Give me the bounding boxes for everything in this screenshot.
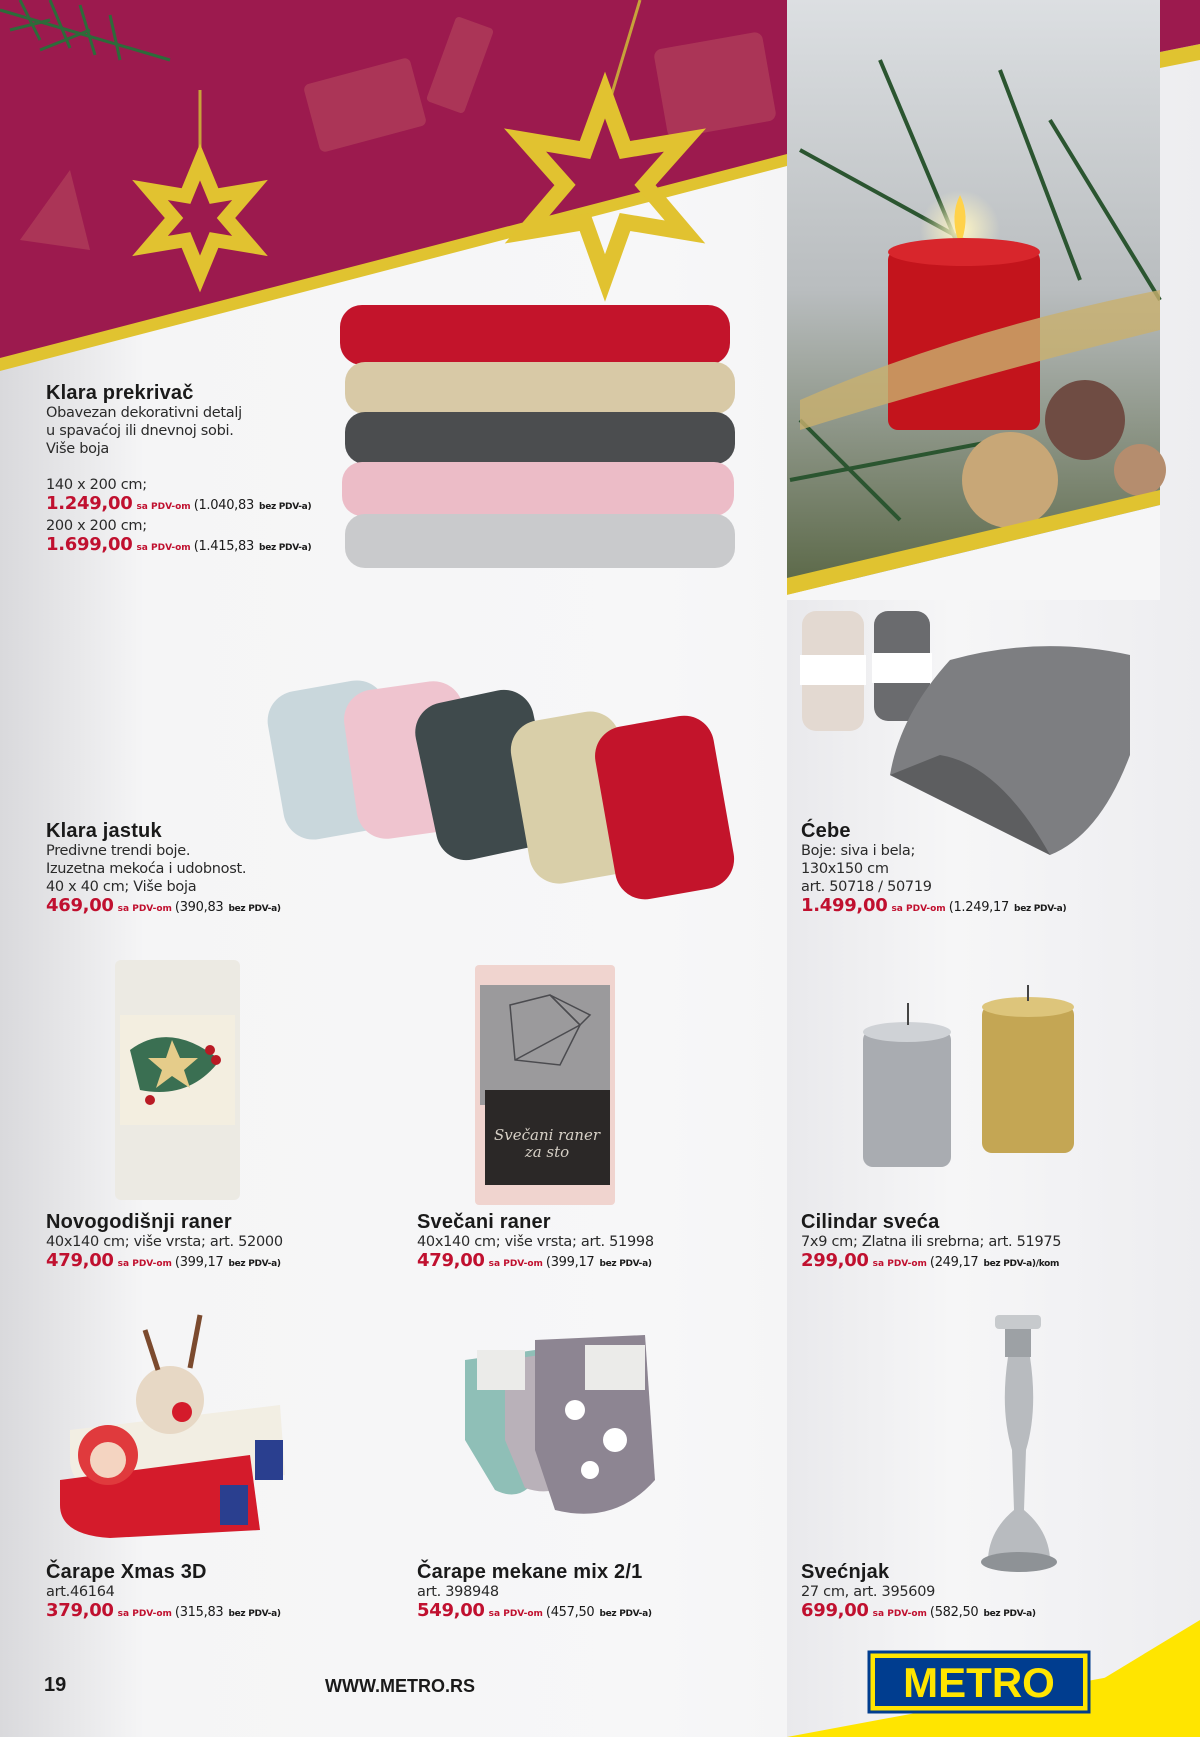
burgundy-corner: [1160, 0, 1200, 52]
throw-blanket-image: [800, 605, 1140, 855]
product-klara-blanket: [46, 382, 311, 558]
blanket-stack-image: [330, 300, 750, 580]
product-desc: 40 x 40 cm; Više boja: [46, 879, 197, 895]
net-price: (249,17: [929, 1255, 979, 1270]
product-cylinder-candle: [801, 1211, 1061, 1274]
vat-label: sa PDV-om: [872, 1609, 927, 1619]
price-row: [417, 1251, 654, 1274]
runner-package-line2: za sto: [524, 1143, 570, 1161]
net-price: (457,50: [545, 1605, 595, 1620]
product-desc: Predivne trendi boje.: [46, 843, 191, 859]
product-klara-pillow: [46, 820, 281, 919]
product-name: Cilindar sveća: [801, 1211, 940, 1233]
product-desc: 40x140 cm; više vrsta; art. 51998: [417, 1234, 654, 1250]
net-price: (1.040,83: [193, 498, 254, 513]
candlestick-image: [960, 1310, 1080, 1580]
variant-size: 140 x 200 cm;: [46, 477, 147, 493]
festive-runner-image: [470, 965, 620, 1205]
price: 299,00: [801, 1250, 869, 1271]
price-row: [46, 535, 311, 558]
price: 699,00: [801, 1600, 869, 1621]
product-desc: art. 398948: [417, 1584, 499, 1600]
net-price: (315,83: [174, 1605, 224, 1620]
net-label: bez PDV-a): [259, 543, 312, 553]
net-label: bez PDV-a): [599, 1259, 652, 1269]
net-label: bez PDV-a)/kom: [983, 1259, 1060, 1269]
price: 479,00: [46, 1250, 114, 1271]
product-name: Čarape Xmas 3D: [46, 1561, 207, 1583]
metro-logo-text: METRO: [903, 1659, 1055, 1706]
net-price: (390,83: [174, 900, 224, 915]
vat-label: sa PDV-om: [117, 1259, 172, 1269]
product-desc: Više boja: [46, 441, 110, 457]
product-desc: 130x150 cm: [801, 861, 889, 877]
vat-label: sa PDV-om: [488, 1609, 543, 1619]
product-festive-runner: [417, 1211, 654, 1274]
product-desc: Boje: siva i bela;: [801, 843, 916, 859]
price-row: [46, 896, 281, 919]
product-desc: u spavaćoj ili dnevnoj sobi.: [46, 423, 234, 439]
net-price: (399,17: [174, 1255, 224, 1270]
product-desc: art. 50718 / 50719: [801, 879, 932, 895]
cylinder-candles-image: [850, 985, 1090, 1185]
vat-label: sa PDV-om: [136, 543, 191, 553]
net-label: bez PDV-a): [983, 1609, 1036, 1619]
pillows-image: [255, 660, 755, 920]
variant-size: 200 x 200 cm;: [46, 518, 147, 534]
product-desc: Obavezan dekorativni detalj: [46, 405, 242, 421]
price-row: [801, 1251, 1061, 1274]
net-price: (582,50: [929, 1605, 979, 1620]
product-name: Čarape mekane mix 2/1: [417, 1561, 643, 1583]
price-row: [417, 1601, 652, 1624]
price: 1.249,00: [46, 493, 133, 514]
product-desc: 7x9 cm; Zlatna ili srebrna; art. 51975: [801, 1234, 1062, 1250]
net-label: bez PDV-a): [1014, 904, 1067, 914]
product-desc: 40x140 cm; više vrsta; art. 52000: [46, 1234, 283, 1250]
net-price: (1.249,17: [948, 900, 1009, 915]
price-row: [801, 896, 1066, 919]
net-label: bez PDV-a): [228, 904, 281, 914]
price: 1.499,00: [801, 895, 888, 916]
runner-package-line1: Svečani raner: [493, 1126, 601, 1144]
price-row: [46, 1251, 283, 1274]
vat-label: sa PDV-om: [891, 904, 946, 914]
product-name: Svečani raner: [417, 1211, 551, 1233]
product-name: Ćebe: [801, 820, 851, 842]
christmas-runner-image: [110, 960, 250, 1200]
product-desc: Izuzetna mekoća i udobnost.: [46, 861, 247, 877]
candle-photo: [787, 0, 1166, 580]
net-label: bez PDV-a): [228, 1259, 281, 1269]
product-name: Novogodišnji raner: [46, 1211, 232, 1233]
product-desc: art.46164: [46, 1584, 115, 1600]
product-name: Klara jastuk: [46, 820, 162, 842]
price-row: [46, 494, 311, 517]
net-label: bez PDV-a): [259, 502, 312, 512]
price: 469,00: [46, 895, 114, 916]
vat-label: sa PDV-om: [117, 904, 172, 914]
price: 549,00: [417, 1600, 485, 1621]
website-link[interactable]: WWW.METRO.RS: [325, 1676, 475, 1696]
price: 379,00: [46, 1600, 114, 1621]
net-label: bez PDV-a): [599, 1609, 652, 1619]
product-name: Svećnjak: [801, 1561, 890, 1583]
vat-label: sa PDV-om: [488, 1259, 543, 1269]
vat-label: sa PDV-om: [117, 1609, 172, 1619]
page-number: 19: [44, 1674, 67, 1696]
net-price: (1.415,83: [193, 539, 254, 554]
price: 479,00: [417, 1250, 485, 1271]
product-name: Klara prekrivač: [46, 382, 194, 404]
xmas-socks-image: [50, 1310, 320, 1540]
price-row: [46, 1601, 281, 1624]
vat-label: sa PDV-om: [136, 502, 191, 512]
net-price: (399,17: [545, 1255, 595, 1270]
product-desc: 27 cm, art. 395609: [801, 1584, 936, 1600]
product-xmas-socks: [46, 1561, 281, 1624]
product-christmas-runner: [46, 1211, 283, 1274]
price: 1.699,00: [46, 534, 133, 555]
soft-socks-image: [455, 1320, 695, 1540]
product-throw-blanket: [801, 820, 1066, 919]
metro-logo: [787, 1560, 1200, 1737]
net-label: bez PDV-a): [228, 1609, 281, 1619]
vat-label: sa PDV-om: [872, 1259, 927, 1269]
product-soft-socks: [417, 1561, 652, 1624]
